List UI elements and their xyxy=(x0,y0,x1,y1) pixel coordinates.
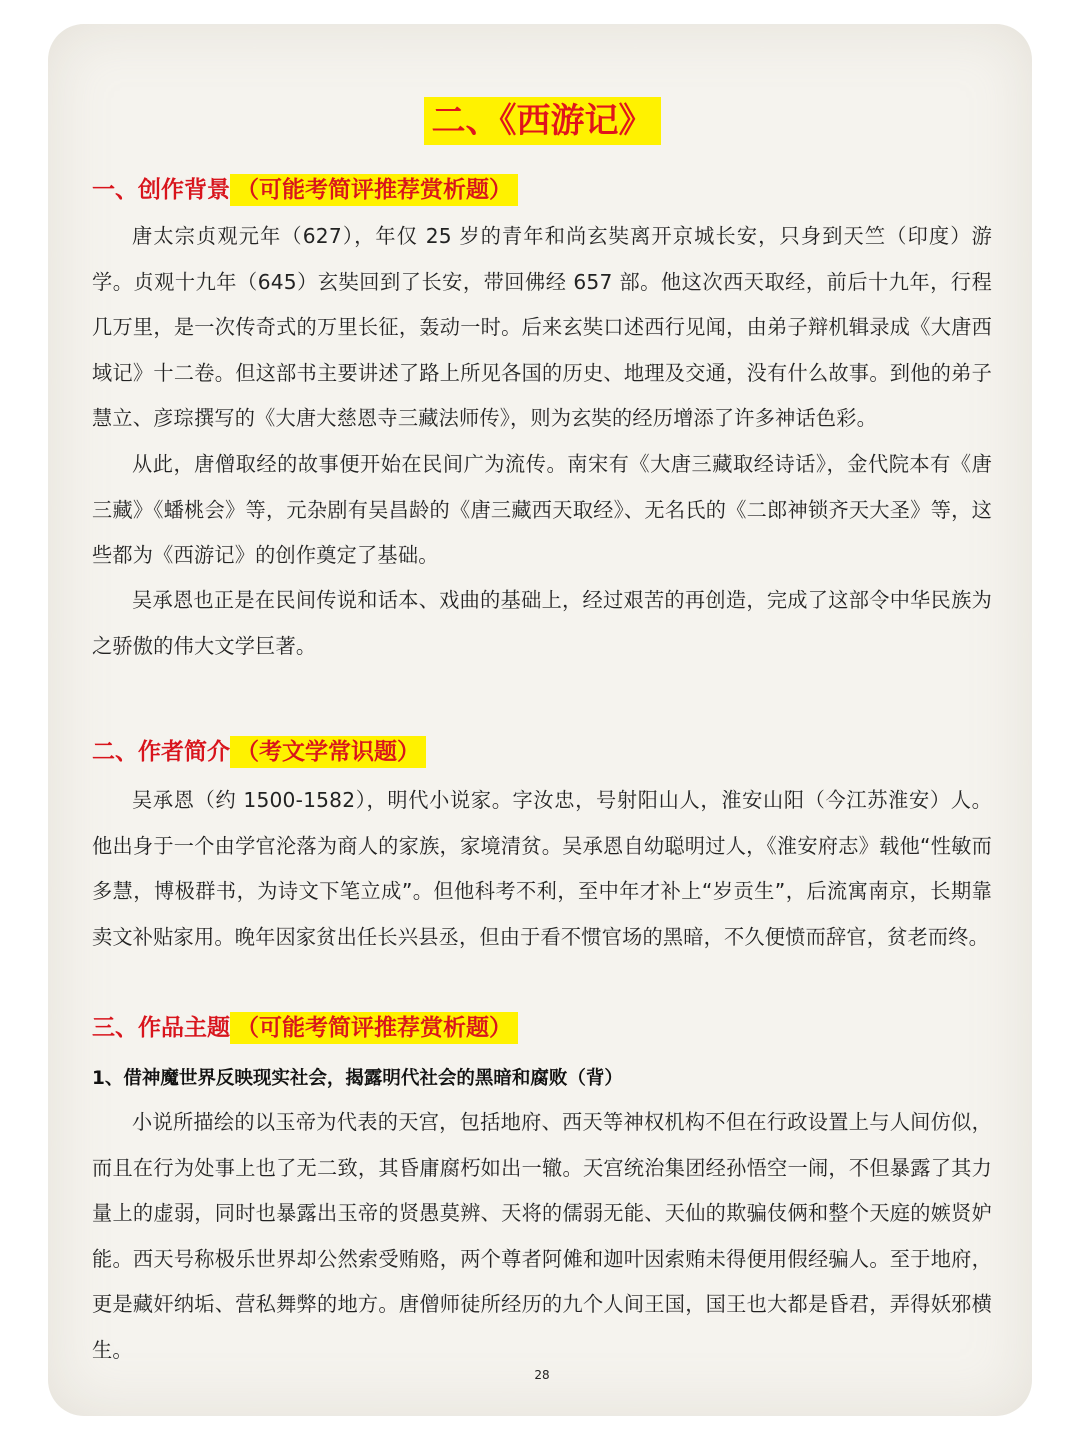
paragraph: 从此，唐僧取经的故事便开始在民间广为流传。南宋有《大唐三藏取经诗话》，金代院本有《唐三藏》《蟠桃会》等，元杂剧有吴昌龄的《唐三藏西天取经》、无名氏的《二郎神锁齐天大圣》等，这些都为《西游记》的创作奠定了基础。 xyxy=(92,452,992,567)
section-heading-label: 三、作品主题 xyxy=(92,1015,230,1041)
paragraph: 唐太宗贞观元年（627），年仅 25 岁的青年和尚玄奘离开京城长安，只身到天竺（印度）游学。贞观十九年（645）玄奘回到了长安，带回佛经 657 部。他这次西天取经，前后十九年，行程几万里，是一次传奇式的万里长征，轰动一时。后来玄奘口述西行见闻，由弟子辩机辑录成《大唐西域记》十二卷。但这部书主要讲述了路上所见各国的历史、地理及交通，没有什么故事。到他的弟子慧立、彦琮撰写的《大唐大慈恩寺三藏法师传》，则为玄奘的经历增添了许多神话色彩。 xyxy=(92,224,992,430)
section-heading-theme xyxy=(92,1010,518,1046)
exam-tag: （可能考简评推荐赏析题） xyxy=(230,1012,518,1044)
exam-tag: （可能考简评推荐赏析题） xyxy=(230,174,518,206)
exam-tag: （考文学常识题） xyxy=(230,736,426,768)
document-title-text: 二、《西游记》 xyxy=(424,97,661,145)
theme-subheading: 1、借神魔世界反映现实社会，揭露明代社会的黑暗和腐败（背） xyxy=(92,1068,623,1089)
section-heading-label: 二、作者简介 xyxy=(92,739,230,765)
document-title xyxy=(92,98,992,144)
paragraph: 吴承恩也正是在民间传说和话本、戏曲的基础上，经过艰苦的再创造，完成了这部令中华民族为之骄傲的伟大文学巨著。 xyxy=(92,588,992,658)
section-heading-author xyxy=(92,734,426,770)
page-number: 28 xyxy=(534,1368,550,1382)
paragraph: 吴承恩（约 1500-1582），明代小说家。字汝忠，号射阳山人，淮安山阳（今江苏淮安）人。他出身于一个由学官沦落为商人的家族，家境清贫。吴承恩自幼聪明过人，《淮安府志》载他“性敏而多慧，博极群书，为诗文下笔立成”。但他科考不利，至中年才补上“岁贡生”，后流寓南京，长期靠卖文补贴家用。晚年因家贫出任长兴县丞，但由于看不惯官场的黑暗，不久便愤而辞官，贫老而终。 xyxy=(92,788,992,949)
section-heading-background xyxy=(92,172,518,208)
paragraph: 小说所描绘的以玉帝为代表的天宫，包括地府、西天等神权机构不但在行政设置上与人间仿似，而且在行为处事上也了无二致，其昏庸腐朽如出一辙。天宫统治集团经孙悟空一闹，不但暴露了其力量上的虚弱，同时也暴露出玉帝的贤愚莫辨、天将的儒弱无能、天仙的欺骗伎俩和整个天庭的嫉贤妒能。西天号称极乐世界却公然索受贿赂，两个尊者阿傩和迦叶因索贿未得便用假经骗人。至于地府，更是藏奸纳垢、营私舞弊的地方。唐僧师徒所经历的九个人间王国，国王也大都是昏君，弄得妖邪横生。 xyxy=(92,1110,992,1362)
section-heading-label: 一、创作背景 xyxy=(92,177,230,203)
